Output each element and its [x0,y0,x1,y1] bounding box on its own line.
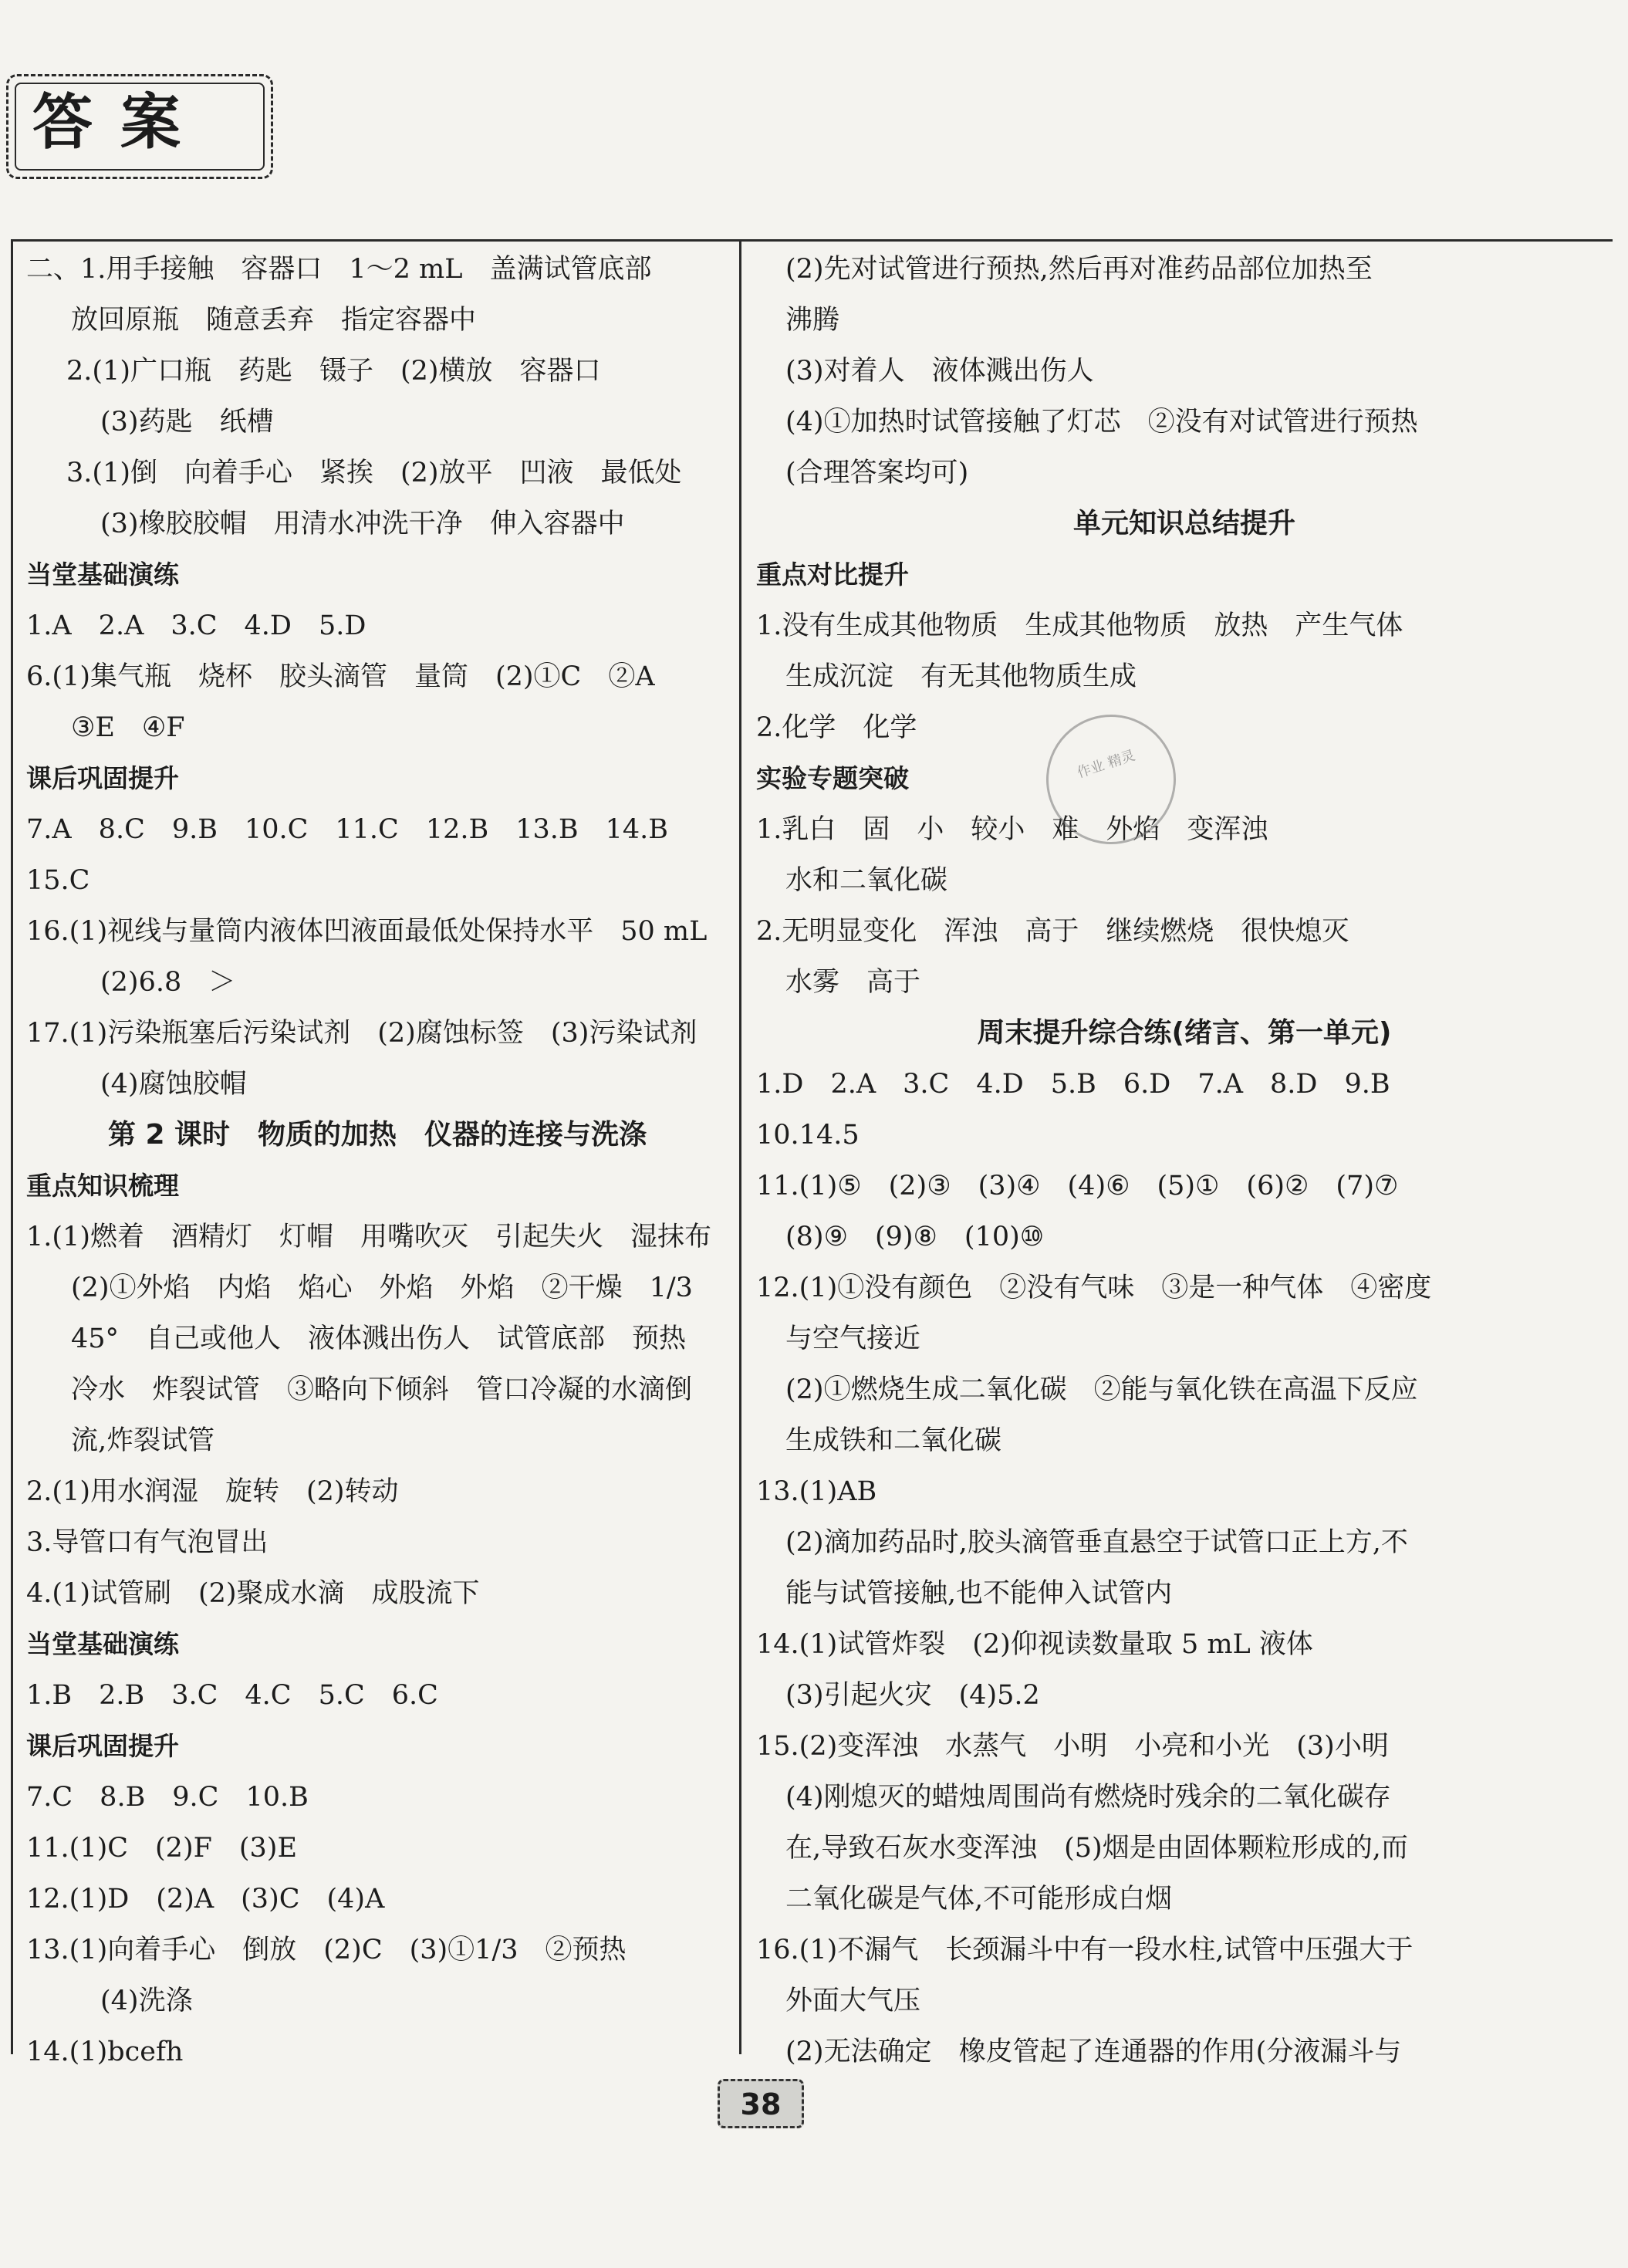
left-line: 2.(1)广口瓶 药匙 镊子 (2)横放 容器口 [66,356,601,387]
right-line: 水雾 高于 [785,967,921,998]
left-line: 冷水 炸裂试管 ③略向下倾斜 管口冷凝的水滴倒 [71,1374,693,1405]
page-number: 38 [718,2079,804,2128]
left-line: 1.B 2.B 3.C 4.C 5.C 6.C [26,1680,438,1711]
right-line: (2)①燃烧生成二氧化碳 ②能与氧化铁在高温下反应 [785,1374,1418,1405]
left-line: 3.(1)倒 向着手心 紧挨 (2)放平 凹液 最低处 [66,458,682,488]
left-line: (2)6.8 ＞ [100,967,236,998]
right-line: 1.没有生成其他物质 生成其他物质 放热 产生气体 [756,610,1403,641]
right-line: 与空气接近 [785,1323,921,1354]
left-line: 15.C [26,865,90,896]
left-section-heading: 重点知识梳理 [26,1171,179,1201]
left-section-heading: 课后巩固提升 [26,763,179,793]
left-border [11,241,13,2054]
left-line: 放回原瓶 随意丢弃 指定容器中 [71,305,477,336]
right-line: 1.乳白 固 小 较小 难 外焰 变浑浊 [756,814,1268,845]
right-line: 12.(1)①没有颜色 ②没有气味 ③是一种气体 ④密度 [756,1273,1432,1303]
right-line: 生成沉淀 有无其他物质生成 [785,661,1137,692]
right-line: 1.D 2.A 3.C 4.D 5.B 6.D 7.A 8.D 9.B [756,1069,1390,1100]
left-line: 13.(1)向着手心 倒放 (2)C (3)①1/3 ②预热 [26,1935,627,1965]
left-line: 1.A 2.A 3.C 4.D 5.D [26,610,366,641]
left-line: 7.C 8.B 9.C 10.B [26,1782,309,1813]
left-line: 6.(1)集气瓶 烧杯 胶头滴管 量筒 (2)①C ②A [26,661,655,692]
column-divider [739,241,741,2054]
left-line: (4)腐蚀胶帽 [100,1069,247,1100]
right-line: (4)①加热时试管接触了灯芯 ②没有对试管进行预热 [785,407,1418,438]
left-section-heading: 课后巩固提升 [26,1731,179,1761]
left-line: 3.导管口有气泡冒出 [26,1527,269,1558]
top-divider [11,239,1613,242]
right-line: 2.无明显变化 浑浊 高于 继续燃烧 很快熄灭 [756,916,1349,947]
right-line: (8)⑨ (9)⑧ (10)⑩ [785,1222,1045,1252]
left-line: 16.(1)视线与量筒内液体凹液面最低处保持水平 50 mL [26,916,708,947]
left-line: (4)洗涤 [100,1986,193,2016]
right-line: 外面大气压 [785,1986,921,2016]
right-line: (2)先对试管进行预热,然后再对准药品部位加热至 [785,254,1373,285]
right-section-heading: 实验专题突破 [756,763,909,793]
right-line: (4)刚熄灭的蜡烛周围尚有燃烧时残余的二氧化碳存 [785,1782,1391,1813]
right-lesson-title: 单元知识总结提升 [1072,508,1295,539]
left-line: 2.(1)用水润湿 旋转 (2)转动 [26,1476,399,1507]
right-line: 沸腾 [785,305,840,336]
right-line: 2.化学 化学 [756,712,917,743]
right-line: 二氧化碳是气体,不可能形成白烟 [785,1884,1173,1915]
left-line: (3)橡胶胶帽 用清水冲洗干净 伸入容器中 [100,509,625,539]
right-line: (3)对着人 液体溅出伤人 [785,356,1094,387]
left-line: 7.A 8.C 9.B 10.C 11.C 12.B 13.B 14.B [26,814,668,845]
right-line: 10.14.5 [756,1120,860,1151]
stamp-text: 作业 精灵 [1075,747,1137,782]
right-line: (2)无法确定 橡皮管起了连通器的作用(分液漏斗与 [785,2036,1402,2067]
left-section-heading: 当堂基础演练 [26,559,179,590]
left-line: (2)①外焰 内焰 焰心 外焰 外焰 ②干燥 1/3 [71,1273,693,1303]
right-line: 13.(1)AB [756,1476,877,1507]
left-line: 流,炸裂试管 [71,1425,215,1456]
right-lesson-title: 周末提升综合练(绪言、第一单元) [977,1017,1392,1049]
right-column [756,244,1613,2077]
right-line: (2)滴加药品时,胶头滴管垂直悬空于试管口正上方,不 [785,1527,1408,1558]
right-line: (3)引起火灾 (4)5.2 [785,1680,1040,1711]
right-line: 14.(1)试管炸裂 (2)仰视读数量取 5 mL 液体 [756,1629,1313,1660]
right-section-heading: 重点对比提升 [756,559,909,590]
right-line: 生成铁和二氧化碳 [785,1425,1002,1456]
left-line: 11.(1)C (2)F (3)E [26,1833,298,1864]
right-line: (合理答案均可) [785,458,969,488]
right-line: 水和二氧化碳 [785,865,948,896]
right-line: 16.(1)不漏气 长颈漏斗中有一段水柱,试管中压强大于 [756,1935,1414,1965]
left-column [26,244,728,2077]
right-line: 在,导致石灰水变浑浊 (5)烟是由固体颗粒形成的,而 [785,1833,1408,1864]
right-line: 15.(2)变浑浊 水蒸气 小明 小亮和小光 (3)小明 [756,1731,1389,1762]
left-section-heading: 当堂基础演练 [26,1629,179,1659]
left-line: 12.(1)D (2)A (3)C (4)A [26,1884,385,1915]
left-line: 14.(1)bcefh [26,2036,184,2067]
left-line: 4.(1)试管刷 (2)聚成水滴 成股流下 [26,1578,480,1609]
left-lesson-title: 第 2 课时 物质的加热 仪器的连接与洗涤 [107,1119,647,1151]
left-line: 1.(1)燃着 酒精灯 灯帽 用嘴吹灭 引起失火 湿抹布 [26,1222,711,1252]
left-line: (3)药匙 纸槽 [100,407,274,438]
left-line: 45° 自己或他人 液体溅出伤人 试管底部 预热 [71,1323,687,1354]
right-line: 11.(1)⑤ (2)③ (3)④ (4)⑥ (5)① (6)② (7)⑦ [756,1171,1399,1202]
left-line: 17.(1)污染瓶塞后污染试剂 (2)腐蚀标签 (3)污染试剂 [26,1018,697,1049]
page-title: 答案 [32,88,209,157]
left-line: 二、1.用手接触 容器口 1～2 mL 盖满试管底部 [26,254,652,285]
right-line: 能与试管接触,也不能伸入试管内 [785,1578,1173,1609]
left-line: ③E ④F [71,712,185,743]
